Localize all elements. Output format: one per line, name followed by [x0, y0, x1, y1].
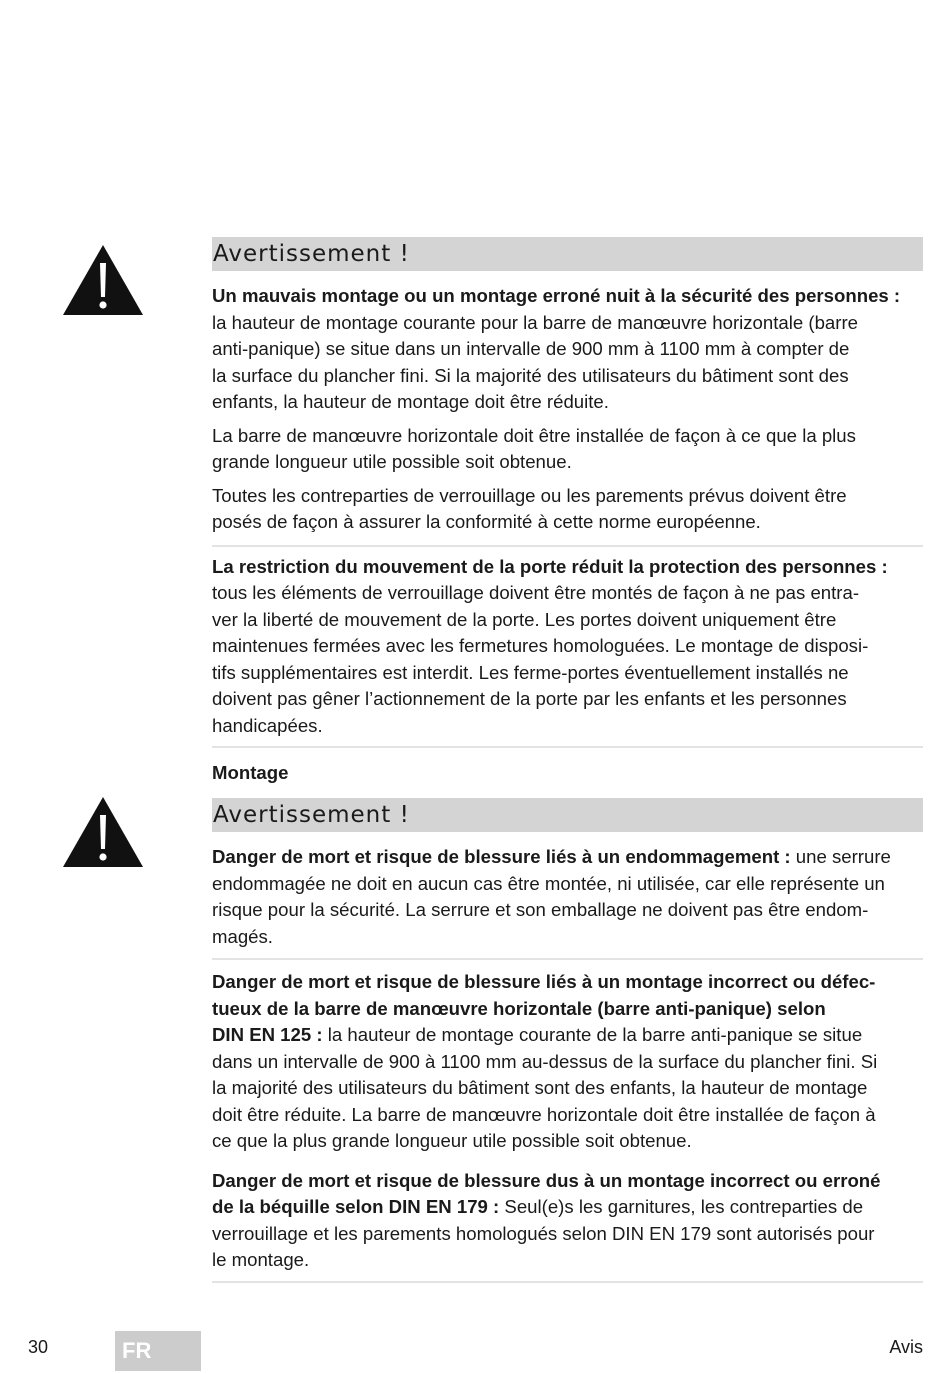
text-line: Seul(e)s les garnitures, les contreparties de: [499, 1196, 864, 1217]
text-line: la hauteur de montage courante de la barre anti-panique se situe: [322, 1024, 863, 1045]
warning-lead: Un mauvais montage ou un montage erroné nuit à la sécurité des personnes :: [212, 285, 901, 306]
text-line: verrouillage et les parements homologués selon DIN EN 179 sont autorisés pour: [212, 1222, 875, 1244]
warning-lead: de la béquille selon DIN EN 179 :: [212, 1196, 500, 1217]
warning-banner: Avertissement !: [212, 798, 923, 832]
warning-paragraph: [212, 283, 923, 416]
text-line: risque pour la sécurité. La serrure et son emballage ne doivent pas être endom-: [212, 899, 869, 920]
text-line: endommagée ne doit en aucun cas être montée, ni utilisée, car elle représente un: [212, 872, 885, 894]
warning-lead: tueux de la barre de manœuvre horizontale (barre anti-panique) selon: [212, 997, 826, 1019]
warning-triangle-icon: [61, 243, 145, 317]
warning-banner: Avertissement !: [212, 237, 923, 271]
warning-lead: Danger de mort et risque de blessure liés à un montage incorrect ou défec-: [212, 971, 876, 992]
warning-paragraph: [212, 969, 923, 1155]
text-line: grande longueur utile possible soit obtenue.: [212, 451, 572, 472]
warning-paragraph: [212, 483, 923, 536]
text-line: la hauteur de montage courante pour la barre de manœuvre horizontale (barre: [212, 311, 858, 333]
divider: [212, 746, 923, 748]
page-number: 30: [28, 1337, 49, 1357]
text-line: tous les éléments de verrouillage doivent être montés de façon à ne pas entra-: [212, 582, 860, 603]
text-line: ce que la plus grande longueur utile possible soit obtenue.: [212, 1130, 692, 1151]
text-line: Toutes les contreparties de verrouillage ou les parements prévus doivent être: [212, 484, 847, 506]
text-line: enfants, la hauteur de montage doit être réduite.: [212, 391, 609, 412]
divider: [212, 1281, 923, 1283]
text-line: maintenues fermées avec les fermetures homologuées. Le montage de disposi-: [212, 635, 869, 656]
warning-triangle-icon: [61, 795, 145, 869]
text-line: La barre de manœuvre horizontale doit être installée de façon à ce que la plus: [212, 424, 856, 446]
text-line: la surface du plancher fini. Si la majorité des utilisateurs du bâtiment sont des: [212, 364, 849, 386]
text-line: magés.: [212, 925, 273, 947]
warning-lead: Danger de mort et risque de blessure liés à un endommagement :: [212, 846, 791, 867]
text-line: handicapées.: [212, 714, 323, 736]
warning-lead: Danger de mort et risque de blessure dus à un montage incorrect ou erroné: [212, 1169, 881, 1191]
text-line: anti-panique) se situe dans un intervalle de 900 mm à 1100 mm à compter de: [212, 338, 850, 359]
warning-lead: DIN EN 125 :: [212, 1024, 323, 1045]
section-label: Avis: [889, 1337, 923, 1357]
language-tab: FR: [115, 1331, 201, 1371]
text-line: doivent pas gêner l’actionnement de la porte par les enfants et les personnes: [212, 688, 847, 709]
text-line: la majorité des utilisateurs du bâtiment sont des enfants, la hauteur de montage: [212, 1077, 868, 1098]
warning-paragraph: [212, 844, 923, 950]
warning-section-2: [212, 798, 923, 1283]
text-line: le montage.: [212, 1249, 310, 1270]
text-line: une serrure: [790, 846, 891, 867]
text-line: tifs supplémentaires est interdit. Les ferme-portes éventuellement installés ne: [212, 661, 849, 683]
text-line: doit être réduite. La barre de manœuvre horizontale doit être installée de façon à: [212, 1103, 876, 1125]
warning-section-1: [212, 237, 923, 748]
warning-lead: La restriction du mouvement de la porte réduit la protection des personnes :: [212, 555, 888, 577]
warning-paragraph: [212, 423, 923, 476]
text-line: dans un intervalle de 900 à 1100 mm au-dessus de la surface du plancher fini. Si: [212, 1050, 878, 1072]
text-line: posés de façon à assurer la conformité à cette norme européenne.: [212, 511, 761, 532]
warning-paragraph: [212, 554, 923, 740]
section-heading: Montage: [212, 762, 289, 783]
text-line: ver la liberté de mouvement de la porte. Les portes doivent uniquement être: [212, 608, 837, 630]
warning-paragraph: [212, 1168, 923, 1274]
